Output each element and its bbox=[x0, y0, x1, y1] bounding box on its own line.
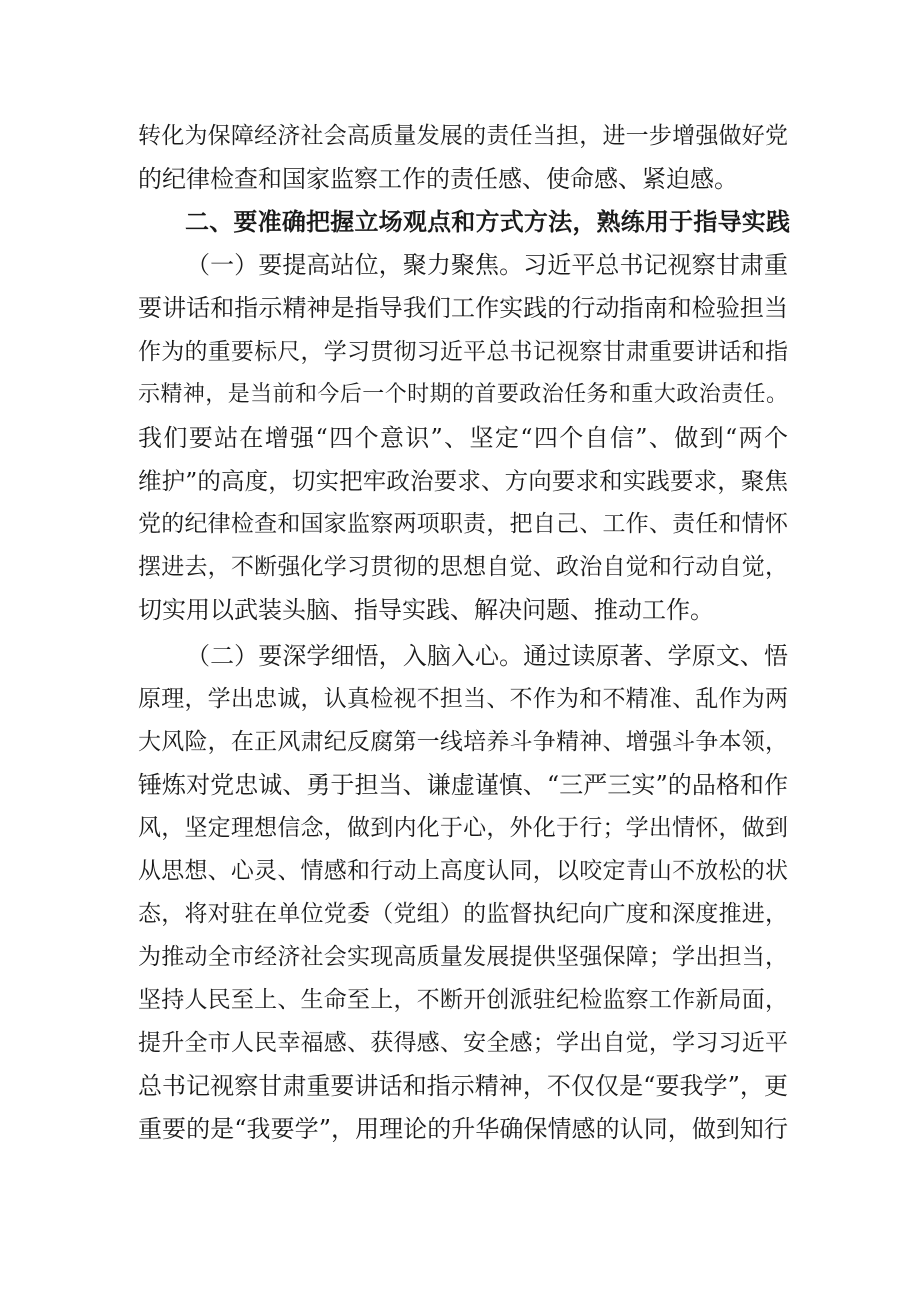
subsection-two-line: 为推动全市经济社会实现高质量发展提供坚强保障；学出担当， bbox=[138, 944, 788, 970]
section-heading: 二、要准确把握立场观点和方式方法，熟练用于指导实践 bbox=[185, 208, 790, 236]
subsection-two-line: 大风险，在正风肃纪反腐第一线培养斗争精神、增强斗争本领， bbox=[138, 729, 788, 755]
subsection-one-line: （一）要提高站位，聚力聚焦。习近平总书记视察甘肃重 bbox=[186, 251, 788, 279]
subsection-two-line: 从思想、心灵、情感和行动上高度认同，以咬定青山不放松的状 bbox=[138, 858, 788, 884]
subsection-two-line: 坚持人民至上、生命至上，不断开创派驻纪检监察工作新局面， bbox=[138, 987, 788, 1013]
subsection-two-line: 提升全市人民幸福感、获得感、安全感；学出自觉，学习习近平 bbox=[138, 1030, 788, 1056]
subsection-one-line: 党的纪律检查和国家监察两项职责，把自己、工作、责任和情怀 bbox=[138, 511, 788, 537]
subsection-one-line: 维护”的高度，切实把牢政治要求、方向要求和实践要求，聚焦 bbox=[138, 467, 788, 495]
subsection-one-line: 切实用以武装头脑、指导实践、解决问题、推动工作。 bbox=[138, 596, 714, 624]
subsection-two-line: 总书记视察甘肃重要讲话和指示精神，不仅仅是“要我学”，更 bbox=[138, 1072, 788, 1100]
body-text-line: 转化为保障经济社会高质量发展的责任当担，进一步增强做好党 bbox=[138, 123, 788, 149]
subsection-two-line: （二）要深学细悟，入脑入心。通过读原著、学原文、悟 bbox=[186, 642, 788, 670]
subsection-two-line: 态，将对驻在单位党委（党组）的监督执纪向广度和深度推进， bbox=[138, 901, 788, 927]
body-text-line: 的纪律检查和国家监察工作的责任感、使命感、紧迫感。 bbox=[138, 165, 738, 193]
subsection-one-line: 示精神，是当前和今后一个时期的首要政治任务和重大政治责任。 bbox=[138, 382, 788, 407]
subsection-one-line: 要讲话和指示精神是指导我们工作实践的行动指南和检验担当 bbox=[138, 294, 788, 322]
subsection-two-line: 风，坚定理想信念，做到内化于心，外化于行；学出情怀，做到 bbox=[138, 815, 788, 841]
subsection-two-line: 原理，学出忠诚，认真检视不担当、不作为和不精准、乱作为两 bbox=[138, 686, 788, 712]
subsection-one-line: 摆进去，不断强化学习贯彻的思想自觉、政治自觉和行动自觉， bbox=[138, 554, 788, 580]
subsection-one-line: 作为的重要标尺，学习贯彻习近平总书记视察甘肃重要讲话和指 bbox=[138, 339, 788, 365]
subsection-two-line: 重要的是“我要学”，用理论的升华确保情感的认同，做到知行 bbox=[138, 1115, 788, 1143]
subsection-one-line: 我们要站在增强“四个意识”、坚定“四个自信”、做到“两个 bbox=[138, 424, 788, 452]
subsection-two-line: 锤炼对党忠诚、勇于担当、谦虚谨慎、“三严三实”的品格和作 bbox=[138, 771, 788, 799]
